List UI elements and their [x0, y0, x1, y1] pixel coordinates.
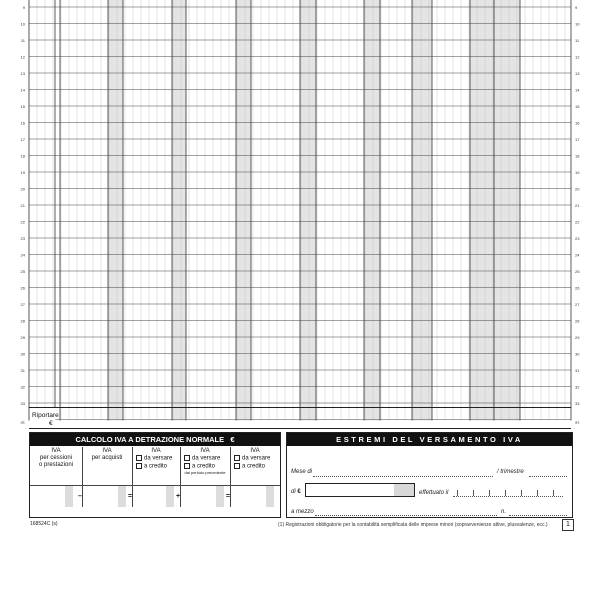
row-number-left: 30 [20, 351, 25, 357]
row-number-left: 17 [20, 137, 25, 142]
di-label: di € [291, 489, 301, 495]
row-number-right: 10 [575, 21, 580, 27]
shaded-column [300, 0, 316, 421]
row-number-right: 22 [575, 219, 580, 225]
row-number-right: 33 [575, 401, 580, 406]
mezzo-field[interactable] [315, 515, 497, 516]
da-versare-option[interactable]: da versare [230, 455, 280, 463]
calcolo-iva-title: CALCOLO IVA A DETRAZIONE NORMALE [75, 435, 225, 444]
row-number-right: 30 [575, 351, 580, 357]
date-field[interactable] [453, 496, 563, 497]
row-number-right: 16 [575, 120, 580, 126]
row-number-left: 26 [20, 285, 25, 291]
form-code: 168524C (s) [30, 521, 58, 527]
row-number-right: 27 [575, 302, 580, 307]
row-number-left: 27 [20, 302, 25, 307]
da-versare-option[interactable]: da versare [180, 455, 230, 463]
row-number-left: 18 [20, 153, 25, 159]
checkbox[interactable] [136, 455, 142, 461]
row-number-right: 11 [575, 38, 580, 43]
iva-versare-col-2: IVA da versare a credito [230, 448, 280, 484]
row-number-right: 26 [575, 285, 580, 291]
row-number-right: 15 [575, 104, 580, 109]
row-number-left: 14 [20, 87, 25, 93]
row-number-right: 9 [575, 5, 578, 10]
checkbox[interactable] [136, 463, 142, 469]
page-number: 1 [562, 519, 574, 531]
checkbox[interactable] [184, 455, 190, 461]
n-label: n. [501, 509, 507, 515]
row-number-left: 31 [20, 368, 25, 373]
footnote: (1) Registrazioni obbligatorie per la contabilità semplificata delle imprese minori (sopravvenienze attive, plusvalenze, ecc.) [278, 522, 548, 528]
a-credito-option[interactable]: a credito [180, 463, 230, 471]
row-number-left: 33 [20, 401, 25, 406]
row-number-left: 32 [20, 384, 25, 390]
shaded-column [236, 0, 251, 421]
shaded-column [470, 0, 520, 421]
shaded-column [172, 0, 186, 421]
row-number-right: 13 [575, 71, 580, 76]
row-number-left: 10 [20, 21, 25, 27]
riportare-currency: € [49, 420, 53, 427]
row-number-right: 14 [575, 87, 580, 93]
versamento-header [287, 433, 572, 446]
row-number-right: 31 [575, 368, 580, 373]
iva-versare-col-1: IVA da versare a credito [132, 448, 180, 484]
row-number-right: 29 [575, 335, 580, 340]
shaded-column [364, 0, 380, 421]
row-number-left: 13 [20, 71, 25, 76]
equals-operator: = [128, 493, 133, 500]
row-number-left: 19 [20, 170, 25, 175]
row-number-right: 24 [575, 252, 580, 258]
row-number-left: 21 [20, 203, 25, 208]
row-number-left: 23 [20, 236, 25, 241]
mezzo-label: a mezzo [291, 509, 314, 515]
row-number-left: 22 [20, 219, 25, 225]
row-number-right: 18 [575, 153, 580, 159]
row-number-right: 12 [575, 54, 580, 60]
da-versare-option[interactable]: da versare [132, 455, 180, 463]
row-marker-left: a1 [20, 419, 25, 425]
plus-operator: + [176, 493, 181, 500]
row-number-left: 11 [20, 38, 25, 43]
row-number-right: 20 [575, 186, 580, 192]
riportare-label [32, 412, 59, 419]
row-number-right: 28 [575, 318, 580, 324]
mese-field[interactable] [313, 476, 493, 477]
checkbox[interactable] [234, 463, 240, 469]
row-number-right: 25 [575, 269, 580, 274]
riportare-text: Riportare [32, 412, 59, 419]
row-number-right: 23 [575, 236, 580, 241]
trimestre-field[interactable] [529, 476, 567, 477]
row-number-left: 16 [20, 120, 25, 126]
versamento-title: ESTREMI DEL VERSAMENTO IVA [336, 435, 523, 444]
versamento-box [286, 432, 573, 518]
row-number-left: 12 [20, 54, 25, 60]
iva-periodo-precedente-col: IVA da versare a credito dal periodo precedente [180, 448, 230, 484]
mese-label: Mese di [291, 469, 313, 475]
row-number-right: 19 [575, 170, 580, 175]
row-marker-right: a1 [575, 419, 580, 425]
row-number-right: 21 [575, 203, 580, 208]
shaded-column [108, 0, 123, 421]
calcolo-iva-header [30, 433, 280, 446]
checkbox[interactable] [184, 463, 190, 469]
a-credito-option[interactable]: a credito [132, 463, 180, 471]
row-number-left: 9 [22, 5, 25, 10]
equals-operator: = [226, 493, 231, 500]
minus-operator: – [78, 493, 82, 500]
iva-acquisti-col: IVA per acquisti [91, 448, 123, 461]
row-number-left: 28 [20, 318, 25, 324]
row-number-left: 20 [20, 186, 25, 192]
trimestre-label: / trimestre [497, 469, 524, 475]
calcolo-currency-symbol: € [230, 435, 235, 444]
amount-field[interactable] [305, 483, 415, 497]
row-number-left: 15 [20, 104, 25, 109]
calcolo-iva-box [29, 432, 281, 518]
n-field[interactable] [509, 515, 567, 516]
row-number-right: 17 [575, 137, 580, 142]
effettuato-label: effettuato il [419, 490, 449, 496]
row-number-left: 25 [20, 269, 25, 274]
row-number-left: 29 [20, 335, 25, 340]
row-number-right: 32 [575, 384, 580, 390]
a-credito-option[interactable]: a credito [230, 463, 280, 471]
row-number-left: 24 [20, 252, 25, 258]
iva-cessioni-col: IVA per cessioni o prestazioni [38, 448, 74, 468]
checkbox[interactable] [234, 455, 240, 461]
